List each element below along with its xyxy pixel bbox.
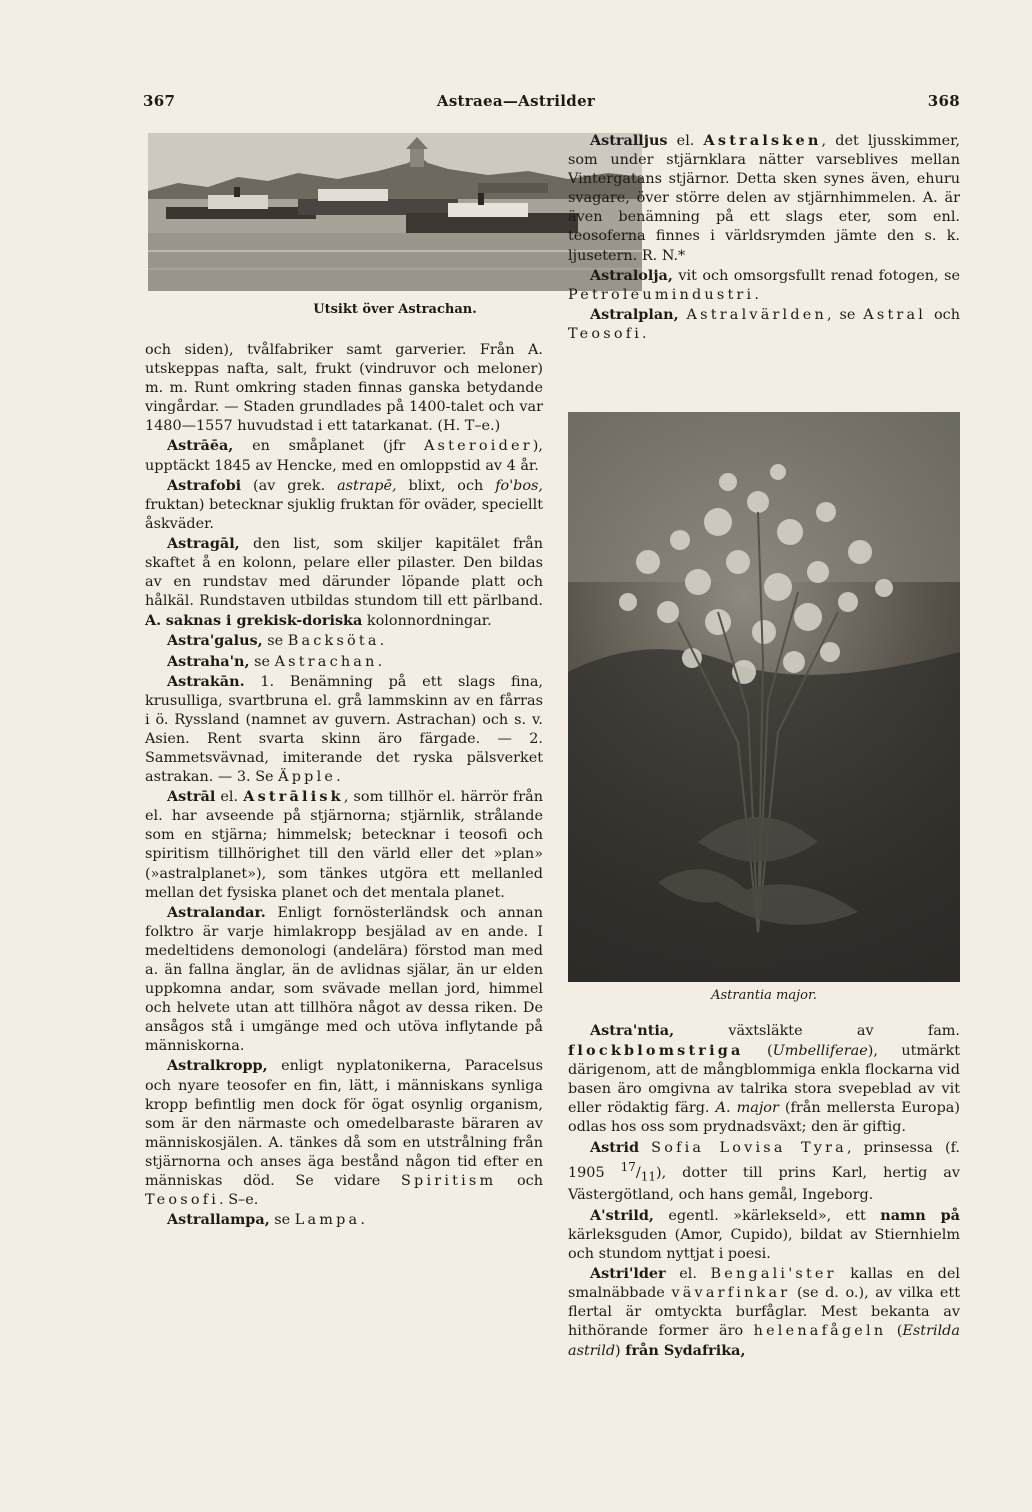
cross-reference: helenafågeln	[753, 1323, 887, 1340]
entry-astralkropp: Astralkropp, enligt nyplatonikerna, Paracelsus och nyare teosofer en fin, lätt, i människans synliga kropp befintlig men dock för ögat osynlig organism, som är den närmaste och omedelbaraste bäraren av människosjälen. A. tänkes då som en utstrålning från stjärnorna och anses äga bestånd någon tid efter en människas död. Se vidare Spiritism och Teosofi. S–e.	[145, 1057, 543, 1209]
entry-astragal: Astragāl, den list, som skiljer kapitälet från skaftet å en kolonn, pelare eller pilaster. Den bildas av en rundstav med därunder löpande platt och hålkäl. Rundstaven utbildas stundom till ett pärlband. A. saknas i grekisk-doriska kolonnordningar.	[145, 534, 543, 630]
headword: Astralolja,	[590, 266, 673, 284]
cross-reference: Äpple	[278, 769, 337, 786]
cross-reference: Lampa	[294, 1212, 361, 1229]
cross-reference: Astrachan	[274, 653, 378, 670]
headword: Astragāl,	[167, 534, 240, 552]
headword: Astra'galus,	[167, 632, 263, 650]
entry-astralplan: Astralplan, Astralvärlden, se Astral och Teosofi.	[568, 305, 960, 342]
astrantia-photo-drawing	[568, 412, 960, 982]
headword: Astralljus	[590, 132, 668, 149]
headword: Astri'lder	[590, 1264, 666, 1282]
headword: Astrid	[590, 1138, 640, 1156]
cross-reference: Teosofi	[145, 1192, 220, 1209]
headword: Astralplan,	[590, 305, 679, 323]
headword: Astra'ntia,	[590, 1022, 675, 1039]
headword: Astraha'n,	[167, 652, 250, 670]
astrantia-major-photo	[568, 412, 960, 982]
astrachan-photo-caption: Utsikt över Astrachan.	[313, 302, 477, 317]
entry-astraea: Astrāēa, en småplanet (jfr Asteroider), upptäckt 1845 av Hencke, med en omloppstid av 4 år.	[145, 437, 543, 474]
cross-reference: Astrālisk	[243, 788, 344, 806]
entry-astrild: A'strild, egentl. »kärlekseld», ett namn på kärleksguden (Amor, Cupido), bildat av Stiernhielm och stundom nyttjat i poesi.	[568, 1206, 960, 1262]
astrantia-photo-caption: Astrantia major.	[711, 988, 817, 1003]
running-title: Astraea—Astrilder	[436, 92, 596, 110]
entry-astrid: Astrid Sofia Lovisa Tyra, prinsessa (f. 1905 $^{17}/_{11}$), dotter till prins Karl, hertig av Västergötland, och hans gemål, Ingeborg.	[568, 1138, 960, 1204]
cross-reference: Astralvärlden	[686, 306, 827, 323]
cross-reference: Astral	[863, 306, 927, 323]
entry-astrilder: Astri'lder el. Bengali'ster kallas en del smalnäbbade vävarfinkar (se d. o.), av vilka ett flertal är omtyckta burfåglar. Mest bekanta av hithörande former äro helenafågeln (Estrilda astrild) från Sydafrika,	[568, 1264, 960, 1360]
astrachan-entry-continuation: och siden), tvålfabriker samt garverier. Från A. utskeppas nafta, salt, frukt (vindruvor och meloner) m. m. Runt omkring staden finnas ganska betydande vingårdar. — Staden grundlades på 1400-talet och var 1480—1557 huvudstad i ett tatarkanat. (H. T–e.)	[145, 342, 543, 435]
headword: A'strild,	[590, 1206, 654, 1224]
headword: Astralandar.	[167, 903, 266, 921]
cross-reference: vävarfinkar	[671, 1284, 791, 1301]
cross-reference: Sofia Lovisa Tyra	[651, 1139, 847, 1156]
cross-reference: Asteroider	[423, 438, 533, 455]
cross-reference: Bengali'ster	[710, 1265, 837, 1282]
headword: Astrafobi	[167, 476, 242, 494]
entry-astralljus: Astralljus el. Astralsken, det ljusskimmer, som under stjärnklara nätter varseblives mellan Vintergatans stjärnor. Detta sken synes även, ehuru svagare, över större delen av stjärnhimmelen. A. är även benämning på ett slags eter, som enl. teosoferna finnes i världsrymden jämte den s. k. ljusetern. R. N.*	[568, 132, 961, 264]
entry-astrafobi: Astrafobi (av grek. astrapē, blixt, och fo'bos, fruktan) betecknar sjuklig fruktan för oväder, speciellt åskväder.	[145, 476, 544, 532]
cross-reference: Teosofi	[568, 325, 643, 342]
entry-astrahan: Astraha'n, se Astrachan.	[167, 652, 383, 670]
headword: Astrallampa,	[167, 1211, 270, 1229]
right-text-column-top	[568, 131, 960, 344]
headword: Astrāēa,	[167, 437, 234, 455]
headword: Astralkropp,	[167, 1057, 268, 1075]
entry-astragalus: Astra'galus, se Backsöta.	[167, 632, 385, 650]
cross-reference: Astralsken	[703, 132, 822, 149]
cross-reference: Spiritism	[400, 1173, 497, 1190]
entry-astral: Astrāl el. Astrālisk, som tillhör el. härrör från el. har avseende på stjärnorna; stjärnlik, strålande som en stjärna; himmelsk; betecknar i teosofi och spiritism tillhörighet till den värld eller det »plan» (»astralplanet»), som tänkes utgöra ett mellanled mellan det fysiska planet och det mentala planet.	[145, 788, 543, 901]
page-number-right: 368	[927, 92, 960, 110]
entry-astralandar: Astralandar. Enligt fornösterländsk och annan folktro är varje himlakropp besjälad av en ande. I medeltidens demonologi (andelära) förstod man med a. än fallna änglar, än de avlidnas själar, än ur elden uppkomna andar, som svävade mellan jord, himmel och helvete utan att tillhöra något av dessa riken. De ansågos stå i umgänge med och utöva inflytande på människorna.	[145, 903, 543, 1055]
page-number-left: 367	[143, 92, 176, 110]
cross-reference: Petroleumindustri	[568, 286, 755, 303]
headword: Astrakān.	[167, 672, 245, 690]
entry-astrakan: Astrakān. 1. Benämning på ett slags fina, krusulliga, svartbruna el. grå lammskinn av en fårras i ö. Ryssland (namnet av guvern. Astrachan) och s. v. Asien. Rent svarta skinn äro färgade. — 2. Sammetsvävnad, imiterande det ryska pälsverket astrakan. — 3. Se Äpple.	[145, 672, 543, 786]
entry-astralolja: Astralolja, vit och omsorgsfullt renad fotogen, se Petroleumindustri.	[568, 266, 960, 303]
entry-astrallampa: Astrallampa, se Lampa.	[167, 1211, 365, 1229]
headword: Astrāl	[167, 788, 216, 806]
entry-astrantia: Astra'ntia, växtsläkte av fam. flockblomstriga (Umbelliferae), utmärkt därigenom, att de mångblommiga enkla flockarna vid basen äro omgivna av talrika stora svepeblad av vit eller rödaktig färg. A. major (från mellersta Europa) odlas hos oss som prydnadsväxt; den är giftig.	[568, 1022, 960, 1136]
cross-reference: Backsöta	[287, 633, 380, 650]
cross-reference: flockblomstriga	[568, 1042, 744, 1060]
left-text-column	[145, 341, 543, 1230]
right-text-column-bottom	[568, 1021, 960, 1361]
